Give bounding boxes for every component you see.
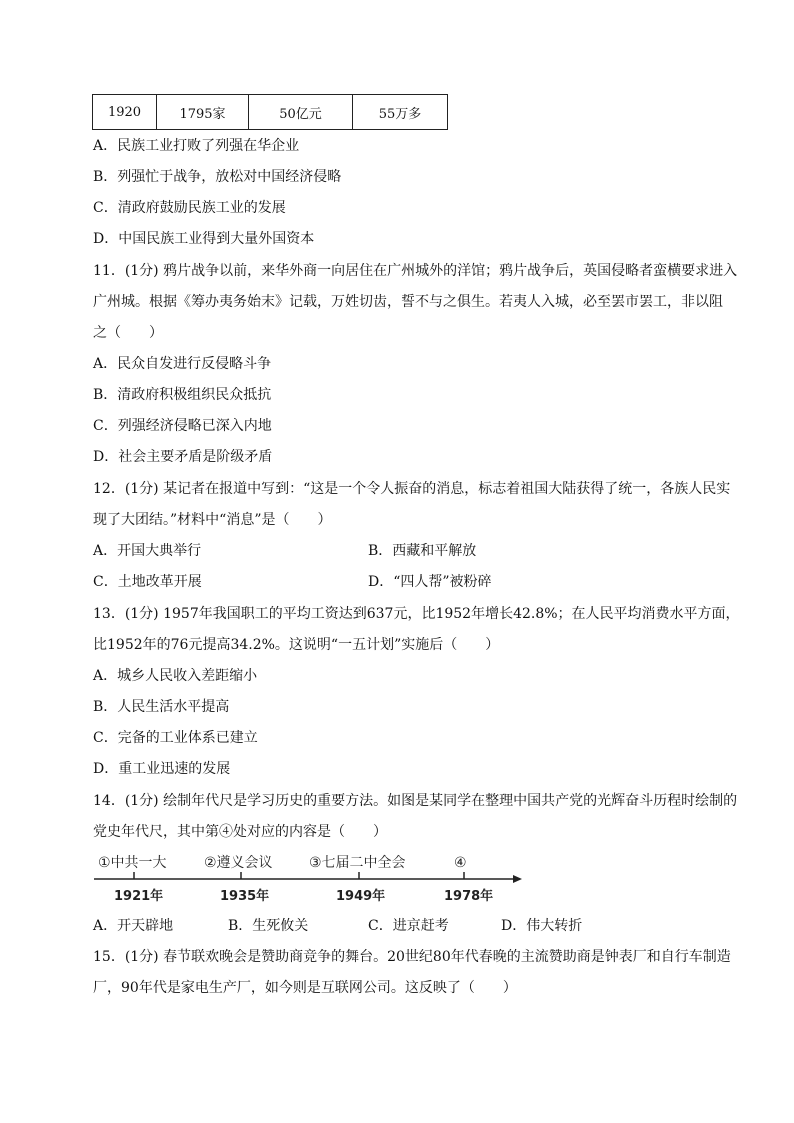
q11-stem-line: 11．(1分) 鸦片战争以前，来华外商一向居住在广州城外的洋馆；鸦片战争后，英国侵略者蛮横要求进入 xyxy=(93,263,738,279)
timeline-arrow-icon xyxy=(513,875,522,883)
timeline-event-3: ③七届二中全会 xyxy=(309,855,406,871)
q12-stem-line: 12．(1分) 某记者在报道中写到：“这是一个令人振奋的消息，标志着祖国大陆获得了统一，各族人民实 xyxy=(93,481,731,497)
q10-option-b: B．列强忙于战争，放松对中国经济侵略 xyxy=(93,169,342,185)
q14-stem-line: 14．(1分) 绘制年代尺是学习历史的重要方法。如图是某同学在整理中国共产党的光辉奋斗历程时绘制的 xyxy=(93,793,738,809)
timeline-diagram xyxy=(90,850,530,908)
q11-stem-line: 之（ ） xyxy=(93,325,163,341)
timeline-year-4: 1978年 xyxy=(444,889,494,904)
timeline-event-2: ②遵义会议 xyxy=(204,855,273,871)
q12-stem-line: 现了大团结。”材料中“消息”是（ ） xyxy=(93,512,332,528)
table-row xyxy=(93,95,448,130)
q13-option-d: D．重工业迅速的发展 xyxy=(93,761,231,777)
table-cell: 55万多 xyxy=(353,95,448,130)
timeline-event-1: ①中共一大 xyxy=(98,855,167,871)
q13-stem-line: 比1952年的76元提高34.2%。这说明“一五计划”实施后（ ） xyxy=(93,637,500,653)
table-cell: 1920 xyxy=(93,95,157,130)
q13-option-b: B．人民生活水平提高 xyxy=(93,699,230,715)
q10-option-c: C．清政府鼓励民族工业的发展 xyxy=(93,200,286,216)
q11-stem-line: 广州城。根据《筹办夷务始末》记载，万姓切齿，誓不与之俱生。若夷人入城，必至罢市罢工，非以阻 xyxy=(93,294,723,310)
timeline-year-3: 1949年 xyxy=(336,889,386,904)
q12-option-a: A．开国大典举行 xyxy=(93,543,202,559)
q15-stem-line: 15．(1分) 春节联欢晚会是赞助商竞争的舞台。20世纪80年代春晚的主流赞助商是钟表厂和自行车制造 xyxy=(93,949,731,965)
timeline-event-4: ④ xyxy=(454,855,467,871)
q13-option-a: A．城乡人民收入差距缩小 xyxy=(93,668,258,684)
q13-stem-line: 13．(1分) 1957年我国职工的平均工资达到637元，比1952年增长42.8%；在人民平均消费水平方面， xyxy=(93,606,740,622)
q11-option-b: B．清政府积极组织民众抵抗 xyxy=(93,387,272,403)
q14-option-c: C．进京赶考 xyxy=(368,918,449,934)
q10-option-d: D．中国民族工业得到大量外国资本 xyxy=(93,231,315,247)
table-cell: 50亿元 xyxy=(249,95,353,130)
q14-option-a: A．开天辟地 xyxy=(93,918,174,934)
q12-option-b: B．西藏和平解放 xyxy=(368,543,477,559)
q12-option-c: C．土地改革开展 xyxy=(93,574,202,590)
q10-option-a: A．民族工业打败了列强在华企业 xyxy=(93,138,300,154)
timeline-year-2: 1935年 xyxy=(220,889,270,904)
data-table xyxy=(92,94,448,130)
q11-option-d: D．社会主要矛盾是阶级矛盾 xyxy=(93,449,273,465)
q14-option-d: D．伟大转折 xyxy=(501,918,583,934)
q11-option-a: A．民众自发进行反侵略斗争 xyxy=(93,356,272,372)
q11-option-c: C．列强经济侵略已深入内地 xyxy=(93,418,272,434)
q13-option-c: C．完备的工业体系已建立 xyxy=(93,730,258,746)
q12-option-d: D．“四人帮”被粉碎 xyxy=(368,574,492,590)
table-cell: 1795家 xyxy=(157,95,249,130)
timeline-year-1: 1921年 xyxy=(114,889,164,904)
q14-stem-line: 党史年代尺，其中第④处对应的内容是（ ） xyxy=(93,824,387,840)
q15-stem-line: 厂，90年代是家电生产厂，如今则是互联网公司。这反映了（ ） xyxy=(93,980,517,996)
q14-option-b: B．生死攸关 xyxy=(228,918,309,934)
